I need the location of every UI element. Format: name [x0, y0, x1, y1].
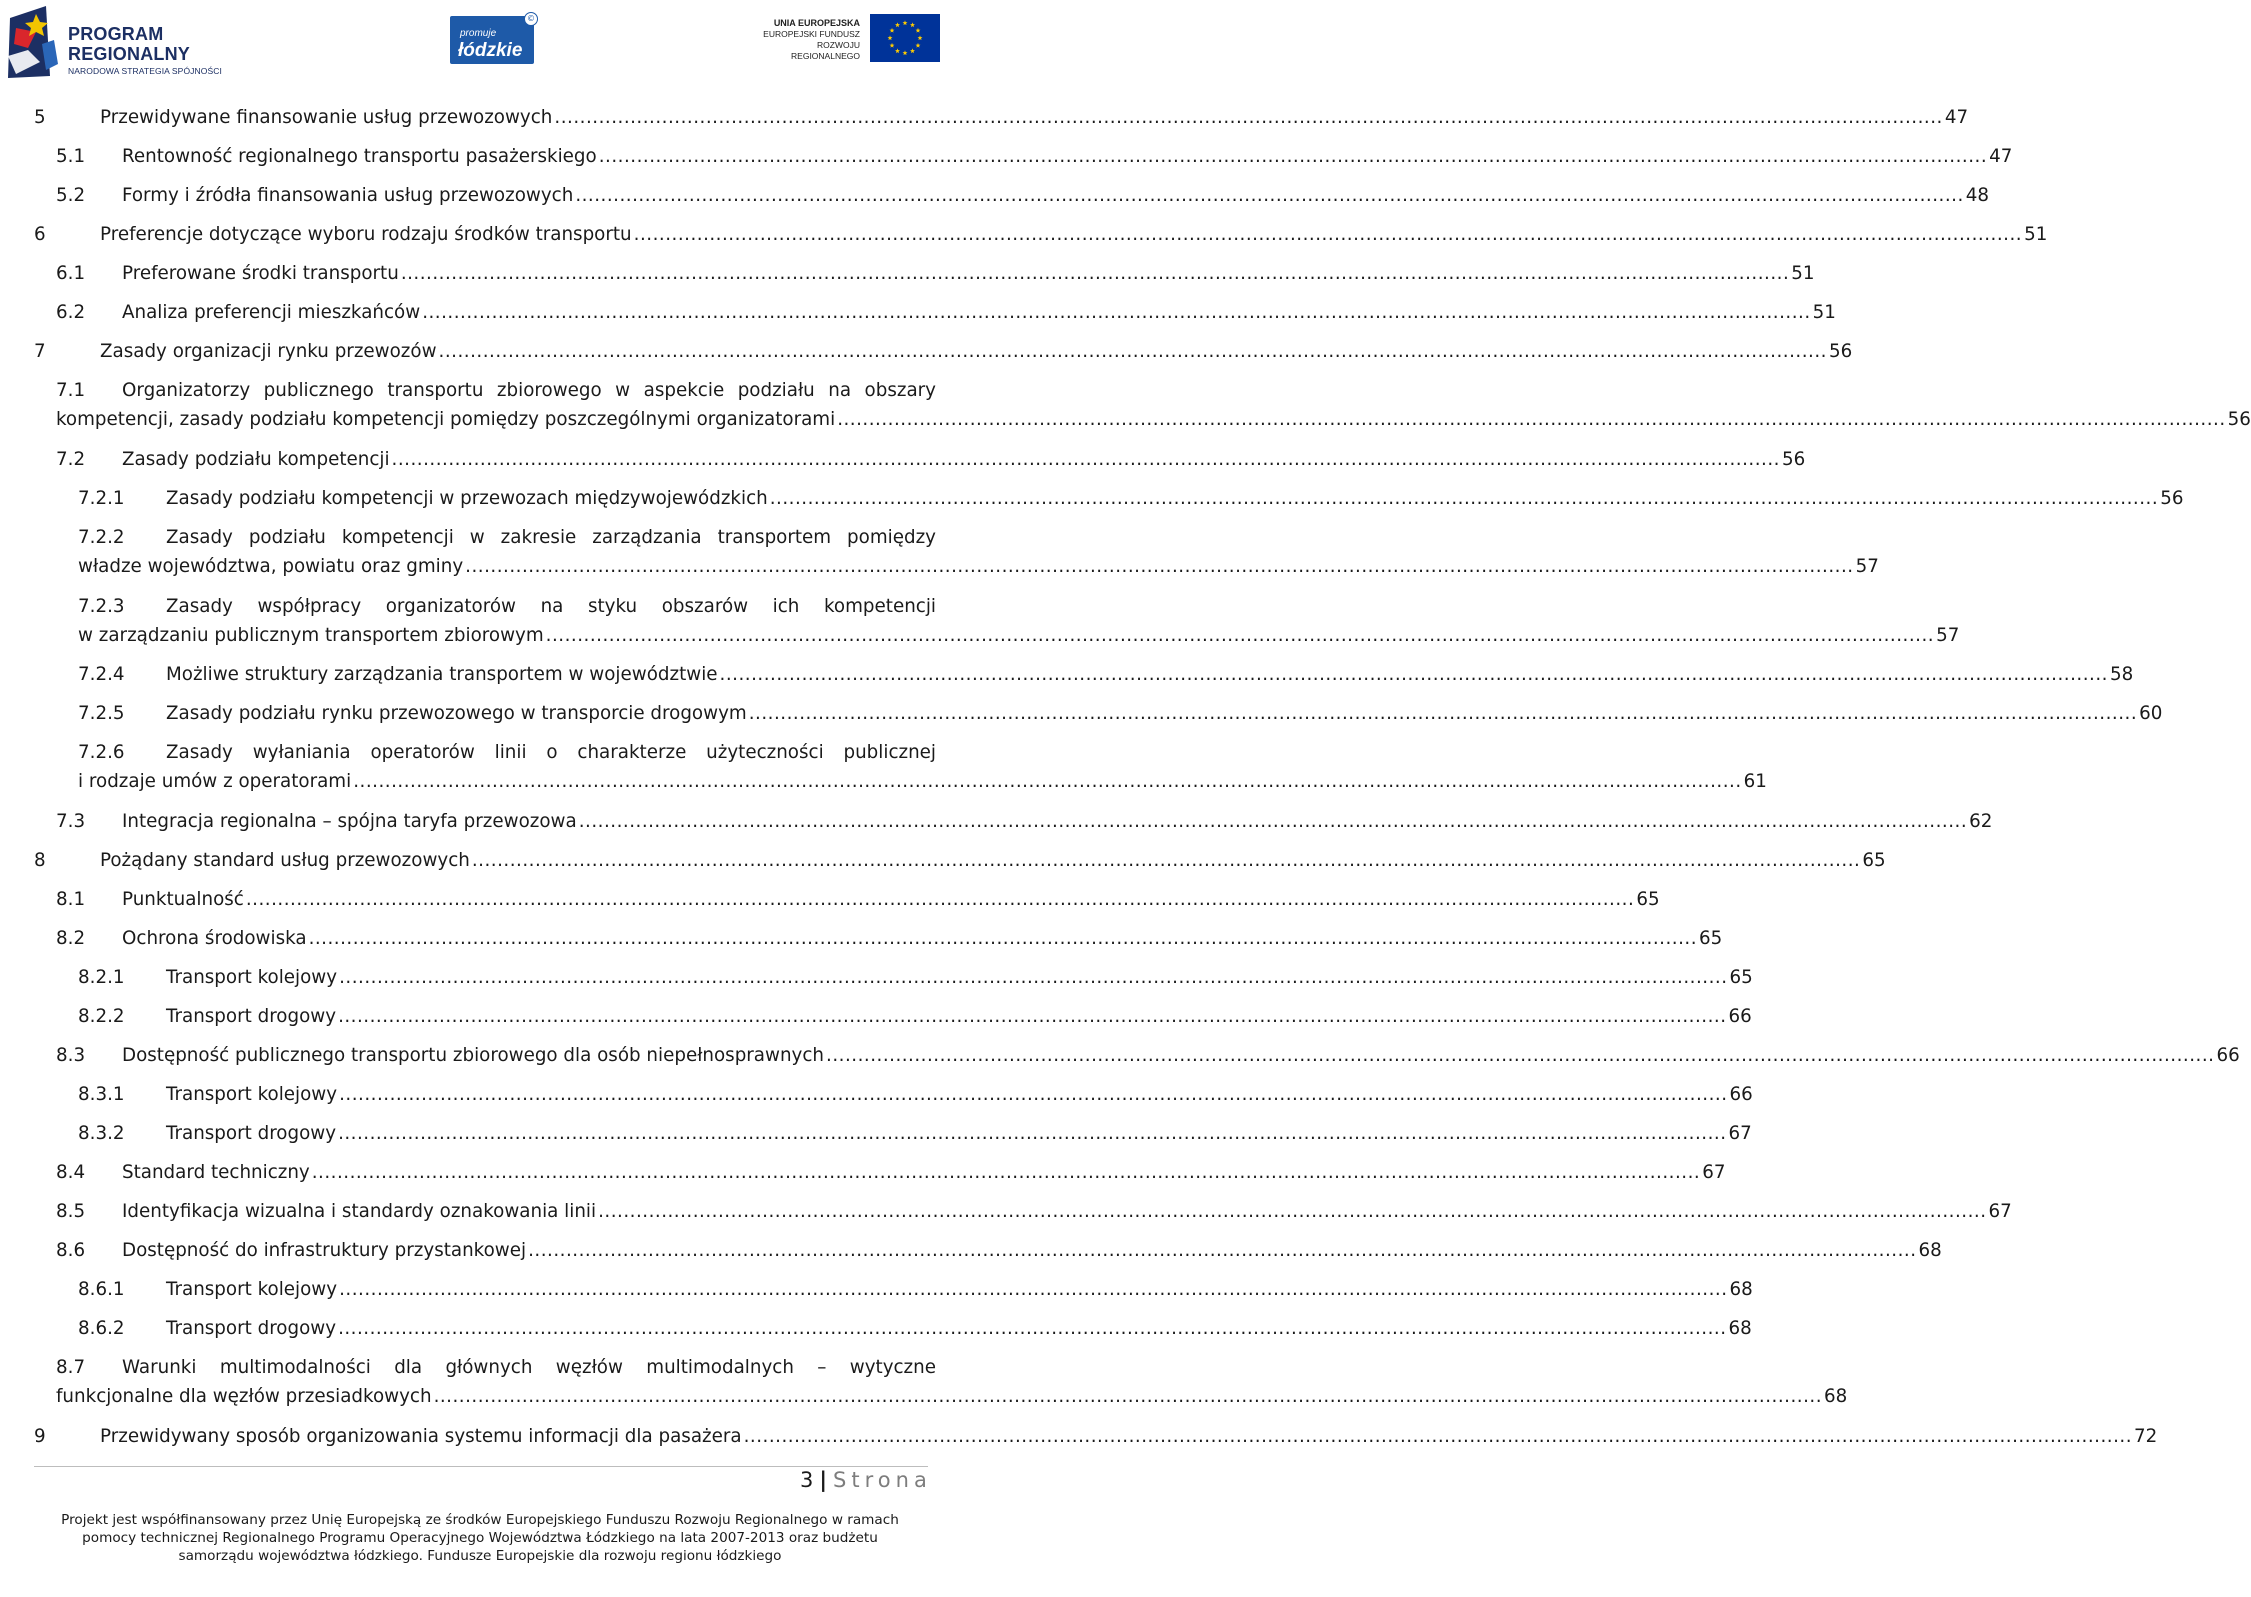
toc-entry-title: Zasady podziału kompetencji w przewozach międzywojewódzkich: [166, 488, 768, 509]
program-logo-line2: REGIONALNY: [68, 44, 191, 64]
toc-entry-number: 8.3.2: [78, 1123, 125, 1144]
toc-entry-title: Przewidywany sposób organizowania systemu informacji dla pasażera: [100, 1426, 742, 1447]
toc-entry-title-line2: kompetencji, zasady podziału kompetencji pomiędzy poszczególnymi organizatorami: [56, 409, 836, 430]
toc-entry-number: 7.2.6: [78, 742, 125, 763]
toc-entry-leader-dots: ............................................................................................................................................................................................................................: [826, 1045, 2215, 1066]
toc-entry-leader-dots: ............................................................................................................................................................................................................................: [598, 1201, 1987, 1222]
toc-entry-number: 6: [34, 224, 46, 245]
page-header: [0, 0, 960, 90]
toc-entry-page: 47: [1944, 107, 1969, 128]
toc-entry-number: 8.6.1: [78, 1279, 125, 1300]
toc-entry[interactable]: [34, 1422, 2158, 1451]
toc-entry[interactable]: [34, 220, 2048, 249]
toc-entry-leader-dots: ............................................................................................................................................................................................................................: [748, 703, 2138, 724]
toc-entry-number: 6.2: [56, 302, 86, 323]
toc-entry-number: 8.6.2: [78, 1318, 125, 1339]
toc-entry-page: 68: [1729, 1279, 1753, 1300]
toc-entry-title: Rentowność regionalnego transportu pasażerskiego: [122, 146, 597, 167]
toc-entry-title-line1: Zasady wyłaniania operatorów linii o charakterze użyteczności publicznej: [166, 742, 936, 763]
toc-entry-page: 48: [1965, 185, 1990, 206]
toc-entry-number: 7.1: [56, 380, 86, 401]
footer-divider: [34, 1466, 928, 1467]
toc-entry-title: Analiza preferencji mieszkańców: [122, 302, 421, 323]
toc-entry-page: 65: [1699, 928, 1723, 949]
toc-entry-number: 7.2.2: [78, 527, 125, 548]
toc-entry-title-line1: Organizatorzy publicznego transportu zbiorowego w aspekcie podziału na obszary: [122, 380, 936, 401]
toc-entry-page: 57: [1936, 625, 1960, 646]
toc-entry-page: 62: [1969, 811, 1993, 832]
toc-entry-leader-dots: ............................................................................................................................................................................................................................: [311, 1162, 1701, 1183]
toc-entry-number: 8.5: [56, 1201, 86, 1222]
toc-entry-title-line2: funkcjonalne dla węzłów przesiadkowych: [56, 1386, 432, 1407]
toc-entry[interactable]: [56, 924, 1723, 953]
toc-entry-number: 8.1: [56, 889, 86, 910]
toc-entry-title: Transport kolejowy: [166, 967, 338, 988]
toc-entry-number: 7.2: [56, 449, 86, 470]
toc-entry-leader-dots: ............................................................................................................................................................................................................................: [465, 556, 1854, 577]
toc-entry-title: Transport drogowy: [166, 1006, 337, 1027]
toc-entry-number: 7.2.4: [78, 664, 125, 685]
toc-entry[interactable]: [78, 738, 1767, 796]
toc-entry-page: 56: [2227, 409, 2251, 430]
toc-entry-number: 8.6: [56, 1240, 86, 1261]
toc-entry-title: Pożądany standard usług przewozowych: [100, 850, 470, 871]
toc-entry[interactable]: [78, 523, 1879, 581]
toc-entry-number: 8.4: [56, 1162, 86, 1183]
toc-entry[interactable]: [78, 484, 2184, 513]
toc-entry-number: 8.2.2: [78, 1006, 125, 1027]
toc-entry[interactable]: [56, 259, 1815, 288]
toc-entry[interactable]: [78, 699, 2163, 728]
toc-entry-title: Dostępność publicznego transportu zbiorowego dla osób niepełnosprawnych: [122, 1045, 825, 1066]
toc-entry-number: 8.2.1: [78, 967, 125, 988]
toc-entry-page: 47: [1989, 146, 2013, 167]
toc-entry-title: Standard techniczny: [122, 1162, 310, 1183]
toc-entry-page: 65: [1636, 889, 1660, 910]
lodz-logo-big-text: łódzkie: [458, 40, 523, 61]
toc-entry-leader-dots: ............................................................................................................................................................................................................................: [338, 1006, 1727, 1027]
footer-funding-note: [0, 1511, 960, 1565]
toc-entry[interactable]: [56, 298, 1836, 327]
lodz-logo-small-text: promuje: [460, 28, 497, 39]
toc-entry-leader-dots: ............................................................................................................................................................................................................................: [339, 1084, 1728, 1105]
toc-entry[interactable]: [78, 660, 2134, 689]
toc-entry[interactable]: [56, 1041, 2240, 1070]
toc-entry-title: Zasady organizacji rynku przewozów: [100, 341, 437, 362]
toc-entry-number: 7.2.5: [78, 703, 125, 724]
toc-entry-page: 58: [2110, 664, 2134, 685]
toc-entry-leader-dots: ............................................................................................................................................................................................................................: [338, 1318, 1727, 1339]
toc-entry-leader-dots: ............................................................................................................................................................................................................................: [339, 967, 1728, 988]
toc-entry-title: Transport drogowy: [166, 1123, 337, 1144]
toc-entry-number: 8.3: [56, 1045, 86, 1066]
toc-entry-title: Ochrona środowiska: [122, 928, 307, 949]
toc-entry[interactable]: [56, 445, 1806, 474]
toc-entry[interactable]: [34, 846, 1886, 875]
toc-entry-page: 57: [1855, 556, 1879, 577]
toc-entry-title-line1: Warunki multimodalności dla głównych węzłów multimodalnych – wytyczne: [122, 1357, 936, 1378]
toc-entry[interactable]: [56, 1158, 1726, 1187]
program-regionalny-logo: [6, 4, 246, 82]
toc-entry[interactable]: [56, 1236, 1942, 1265]
toc-entry[interactable]: [56, 142, 2013, 171]
toc-entry-leader-dots: ............................................................................................................................................................................................................................: [471, 850, 1861, 871]
eu-logo-line2: EUROPEJSKI FUNDUSZ: [763, 29, 860, 39]
toc-entry-title-line2: w zarządzaniu publicznym transportem zbiorowym: [78, 625, 544, 646]
toc-entry-number: 8.3.1: [78, 1084, 125, 1105]
toc-entry-leader-dots: ............................................................................................................................................................................................................................: [633, 224, 2023, 245]
toc-entry-page: 65: [1729, 967, 1753, 988]
toc-entry-page: 51: [2024, 224, 2048, 245]
toc-entry-page: 68: [1824, 1386, 1848, 1407]
page-number: [800, 1468, 932, 1492]
toc-entry-title: Integracja regionalna – spójna taryfa przewozowa: [122, 811, 577, 832]
toc-entry-page: 68: [1728, 1318, 1752, 1339]
toc-entry-leader-dots: ............................................................................................................................................................................................................................: [400, 263, 1790, 284]
toc-entry-page: 60: [2139, 703, 2163, 724]
toc-entry[interactable]: [56, 376, 2251, 434]
toc-entry-page: 66: [1729, 1084, 1753, 1105]
eu-logo-line1: UNIA EUROPEJSKA: [773, 18, 860, 28]
program-regionalny-emblem-icon: [6, 4, 66, 80]
toc-entry-leader-dots: ............................................................................................................................................................................................................................: [598, 146, 1988, 167]
toc-entry-leader-dots: ............................................................................................................................................................................................................................: [422, 302, 1811, 323]
toc-entry-number: 5.1: [56, 146, 86, 167]
toc-entry-page: 65: [1862, 850, 1886, 871]
toc-entry-number: 7.2.3: [78, 596, 125, 617]
toc-entry-leader-dots: ............................................................................................................................................................................................................................: [338, 1123, 1727, 1144]
toc-entry[interactable]: [34, 103, 1969, 132]
toc-entry-page: 68: [1918, 1240, 1942, 1261]
toc-entry-number: 8: [34, 850, 46, 871]
toc-entry-leader-dots: ............................................................................................................................................................................................................................: [837, 409, 2226, 430]
program-logo-line1: PROGRAM: [68, 24, 164, 44]
toc-entry-title: Transport kolejowy: [166, 1279, 338, 1300]
toc-entry-title: Identyfikacja wizualna i standardy oznakowania linii: [122, 1201, 597, 1222]
toc-entry-page: 67: [1702, 1162, 1726, 1183]
copyright-mark: ©: [524, 12, 538, 26]
toc-entry[interactable]: [34, 337, 1853, 366]
toc-entry[interactable]: [78, 963, 1753, 992]
toc-entry-title: Formy i źródła finansowania usług przewozowych: [122, 185, 574, 206]
toc-entry[interactable]: [56, 1353, 1848, 1411]
footer-line3: samorządu województwa łódzkiego. Fundusze Europejskie dla rozwoju regionu łódzkiego: [178, 1548, 782, 1564]
toc-entry-page: 72: [2134, 1426, 2158, 1447]
toc-entry-page: 61: [1743, 771, 1767, 792]
promuje-lodzkie-logo: [446, 12, 546, 68]
toc-entry-number: 7.2.1: [78, 488, 125, 509]
toc-entry[interactable]: [78, 1119, 1752, 1148]
toc-entry-title: Preferencje dotyczące wyboru rodzaju środków transportu: [100, 224, 632, 245]
toc-entry-title: Przewidywane finansowanie usług przewozowych: [100, 107, 553, 128]
toc-entry[interactable]: [78, 1080, 1753, 1109]
toc-entry-page: 67: [1988, 1201, 2012, 1222]
toc-entry-number: 8.7: [56, 1357, 86, 1378]
toc-entry[interactable]: [56, 807, 1993, 836]
page-number-value: 3: [800, 1468, 814, 1492]
toc-entry-title: Transport kolejowy: [166, 1084, 338, 1105]
toc-entry-title-line2: władze województwa, powiatu oraz gminy: [78, 556, 464, 577]
toc-entry-page: 66: [1728, 1006, 1752, 1027]
toc-entry-leader-dots: ............................................................................................................................................................................................................................: [339, 1279, 1728, 1300]
eu-logo-line3: ROZWOJU REGIONALNEGO: [791, 40, 860, 61]
toc-entry-number: 5.2: [56, 185, 86, 206]
toc-entry-page: 56: [1829, 341, 1853, 362]
toc-entry-title: Preferowane środki transportu: [122, 263, 399, 284]
toc-entry-page: 51: [1791, 263, 1815, 284]
toc-entry[interactable]: [78, 1275, 1753, 1304]
toc-entry-leader-dots: ............................................................................................................................................................................................................................: [719, 664, 2108, 685]
toc-entry-leader-dots: ............................................................................................................................................................................................................................: [578, 811, 1968, 832]
toc-entry-leader-dots: ............................................................................................................................................................................................................................: [391, 449, 1780, 470]
toc-entry-number: 7.3: [56, 811, 86, 832]
toc-entry-number: 8.2: [56, 928, 86, 949]
toc-entry-leader-dots: ............................................................................................................................................................................................................................: [433, 1386, 1823, 1407]
toc-entry-leader-dots: ............................................................................................................................................................................................................................: [245, 889, 1635, 910]
toc-entry-leader-dots: ............................................................................................................................................................................................................................: [353, 771, 1742, 792]
toc-entry-title: Punktualność: [122, 889, 244, 910]
eu-flag-icon: [870, 14, 940, 62]
toc-entry-leader-dots: ............................................................................................................................................................................................................................: [308, 928, 1698, 949]
page-number-separator: |: [819, 1468, 828, 1492]
toc-entry-title: Zasady podziału rynku przewozowego w transporcie drogowym: [166, 703, 747, 724]
toc-entry[interactable]: [78, 1002, 1752, 1031]
toc-entry-title-line1: Zasady współpracy organizatorów na styku obszarów ich kompetencji: [166, 596, 936, 617]
toc-entry[interactable]: [78, 1314, 1752, 1343]
toc-entry-title: Możliwe struktury zarządzania transportem w województwie: [166, 664, 718, 685]
toc-entry-leader-dots: ............................................................................................................................................................................................................................: [743, 1426, 2133, 1447]
program-logo-line3: NARODOWA STRATEGIA SPÓJNOŚCI: [68, 66, 222, 76]
toc-entry[interactable]: [56, 885, 1660, 914]
toc-entry-number: 7: [34, 341, 46, 362]
toc-entry-page: 67: [1728, 1123, 1752, 1144]
toc-entry-title-line2: i rodzaje umów z operatorami: [78, 771, 352, 792]
toc-entry-number: 9: [34, 1426, 46, 1447]
toc-entry-title: Zasady podziału kompetencji: [122, 449, 390, 470]
toc-entry-title: Dostępność do infrastruktury przystankowej: [122, 1240, 527, 1261]
toc-entry-page: 56: [1782, 449, 1806, 470]
page-number-word: Strona: [833, 1468, 932, 1492]
toc-entry-leader-dots: ............................................................................................................................................................................................................................: [575, 185, 1964, 206]
toc-entry-leader-dots: ............................................................................................................................................................................................................................: [769, 488, 2159, 509]
toc-entry-title: Transport drogowy: [166, 1318, 337, 1339]
toc-entry-leader-dots: ............................................................................................................................................................................................................................: [438, 341, 1827, 362]
footer-line1: Projekt jest współfinansowany przez Unię Europejską ze środków Europejskiego Funduszu Rozwoju Regionalnego w ramach: [61, 1512, 899, 1528]
toc-entry-page: 51: [1812, 302, 1836, 323]
eu-logo-text: [752, 18, 860, 62]
eu-logo: [752, 14, 942, 66]
toc-entry-title-line1: Zasady podziału kompetencji w zakresie zarządzania transportem pomiędzy: [166, 527, 936, 548]
toc-entry-leader-dots: ............................................................................................................................................................................................................................: [528, 1240, 1917, 1261]
toc-entry-page: 66: [2216, 1045, 2240, 1066]
toc-entry-leader-dots: ............................................................................................................................................................................................................................: [545, 625, 1935, 646]
toc-entry[interactable]: [56, 181, 1990, 210]
toc-entry[interactable]: [78, 592, 1960, 650]
toc-entry-number: 5: [34, 107, 46, 128]
lodz-logo-box: [450, 16, 534, 64]
toc-entry-leader-dots: ............................................................................................................................................................................................................................: [554, 107, 1943, 128]
footer-line2: pomocy technicznej Regionalnego Programu Operacyjnego Województwa Łódzkiego na lata 2007-2013 oraz budżetu: [82, 1530, 878, 1546]
toc-entry-page: 56: [2160, 488, 2184, 509]
toc-entry[interactable]: [56, 1197, 2012, 1226]
toc-entry-number: 6.1: [56, 263, 86, 284]
